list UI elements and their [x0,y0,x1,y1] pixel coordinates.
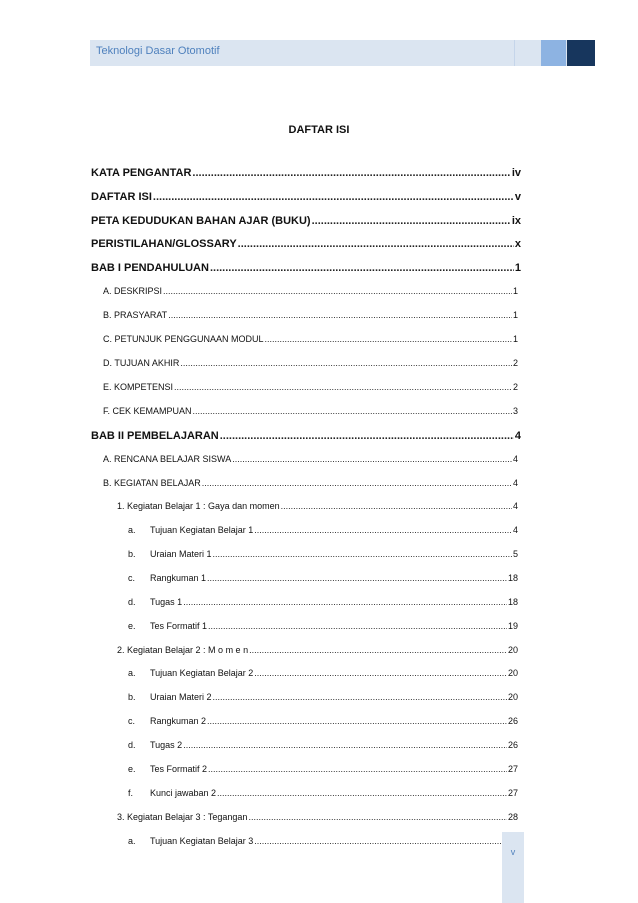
toc-entry-letter: d. [128,597,136,607]
toc-entry-page: 26 [507,716,518,726]
toc-entry-label [128,668,253,678]
toc-entry [91,215,521,227]
toc-entry-text: Tugas 1 [150,597,183,607]
toc-entry-label: B. PRASYARAT [103,310,168,320]
toc-entry-label [128,716,206,726]
toc-entry-page: 1 [514,262,521,274]
toc-entry-label: DAFTAR ISI [91,191,152,203]
toc-dot-leader [217,788,507,798]
toc-entry-letter: c. [128,573,136,583]
toc-dot-leader [192,167,510,179]
toc-entry-page: 3 [512,406,518,416]
toc-entry-letter: a. [128,525,136,535]
toc-dot-leader [202,478,512,488]
toc-entry-label [128,573,206,583]
toc-entry-page: v [514,191,521,203]
footer-bar [502,832,524,903]
toc-entry [128,668,518,678]
toc-entry-label: C. PETUNJUK PENGGUNAAN MODUL [103,334,264,344]
toc-entry-label: 1. Kegiatan Belajar 1 : Gaya dan momen [117,501,280,511]
toc-entry-text: Tugas 2 [150,740,183,750]
toc-dot-leader [180,358,512,368]
toc-entry [128,525,518,535]
toc-entry-text: Kunci jawaban 2 [150,788,217,798]
toc-dot-leader [248,812,507,822]
toc-entry-label: F. CEK KEMAMPUAN [103,406,192,416]
toc-entry-page: 1 [512,286,518,296]
toc-entry-page: 28 [507,812,518,822]
toc-dot-leader [193,406,512,416]
toc-entry [91,430,521,442]
toc-entry-page: 19 [507,621,518,631]
toc-entry-label: 2. Kegiatan Belajar 2 : M o m e n [117,645,249,655]
header-title: Teknologi Dasar Otomotif [96,45,220,57]
toc-dot-leader [153,191,514,203]
toc-entry-label: PETA KEDUDUKAN BAHAN AJAR (BUKU) [91,215,311,227]
toc-entry-label: E. KOMPETENSI [103,382,174,392]
toc-dot-leader [168,310,512,320]
toc-entry-letter: b. [128,692,136,702]
toc-entry-letter: e. [128,764,136,774]
toc-entry-page: 27 [507,788,518,798]
toc-entry-label [128,836,253,846]
toc-entry [91,262,521,274]
toc-entry-label [128,525,253,535]
toc-entry-label: 3. Kegiatan Belajar 3 : Tegangan [117,812,248,822]
toc-entry-label [128,740,182,750]
toc-dot-leader [220,430,514,442]
toc-entry-text: Tes Formatif 2 [150,764,208,774]
toc-dot-leader [207,716,507,726]
toc-entry [103,358,518,368]
toc-entry-text: Tujuan Kegiatan Belajar 2 [150,668,254,678]
toc-entry-text: Tes Formatif 1 [150,621,208,631]
toc-entry [128,549,518,559]
toc-entry-page: 4 [512,454,518,464]
page-number: v [510,847,516,857]
toc-entry-letter: f. [128,788,134,798]
toc-entry-label [128,788,216,798]
toc-entry-page: 2 [512,382,518,392]
toc-entry-page: 26 [507,740,518,750]
toc-entry-letter: e. [128,621,136,631]
toc-entry-label: D. TUJUAN AKHIR [103,358,180,368]
toc-entry [103,454,518,464]
toc-entry [103,382,518,392]
toc-dot-leader [207,573,507,583]
toc-entry-page: 4 [512,501,518,511]
toc-entry-label: BAB II PEMBELAJARAN [91,430,219,442]
toc-entry-page: 4 [512,525,518,535]
toc-entry [128,740,518,750]
toc-entry-page: 2 [512,358,518,368]
toc-entry [103,478,518,488]
toc-dot-leader [210,262,514,274]
toc-dot-leader [208,764,507,774]
toc-entry [91,191,521,203]
toc-dot-leader [249,645,507,655]
toc-entry-label [128,549,212,559]
toc-dot-leader [174,382,512,392]
toc-entry-label [128,692,212,702]
toc-entry-text: Uraian Materi 1 [150,549,212,559]
toc-entry-page: 4 [512,478,518,488]
toc-dot-leader [213,692,507,702]
toc-entry [103,286,518,296]
toc-dot-leader [163,286,512,296]
toc-dot-leader [312,215,511,227]
toc-dot-leader [265,334,512,344]
toc-entry-page: 20 [507,645,518,655]
toc-dot-leader [254,836,507,846]
toc-entry [117,645,518,655]
toc-dot-leader [238,238,514,250]
toc-entry [103,334,518,344]
toc-dot-leader [183,740,507,750]
toc-entry [128,573,518,583]
toc-dot-leader [254,525,512,535]
toc-entry-text: Tujuan Kegiatan Belajar 1 [150,525,254,535]
toc-dot-leader [232,454,512,464]
toc-entry [128,764,518,774]
toc-entry [128,788,518,798]
toc-entry-page: iv [511,167,521,179]
toc-entry-page: x [514,238,521,250]
toc-dot-leader [281,501,512,511]
toc-entry-text: Uraian Materi 2 [150,692,212,702]
toc-entry-page: 27 [507,764,518,774]
toc-entry-label [128,621,207,631]
toc-entry-text: Rangkuman 2 [150,716,207,726]
toc-entry-letter: a. [128,668,136,678]
toc-entry [128,836,518,846]
toc-entry [128,692,518,702]
toc-entry-letter: d. [128,740,136,750]
toc-dot-leader [183,597,507,607]
page-title: DAFTAR ISI [288,124,350,136]
toc-entry-label: A. RENCANA BELAJAR SISWA [103,454,232,464]
toc-entry-label [128,597,182,607]
toc-entry [91,238,521,250]
toc-entry-page: 5 [512,549,518,559]
toc-entry-page: 20 [507,668,518,678]
toc-entry-letter: c. [128,716,136,726]
toc-entry-page: 1 [512,310,518,320]
toc-entry [91,167,521,179]
toc-entry-text: Rangkuman 1 [150,573,207,583]
toc-entry [117,812,518,822]
toc-entry-label: B. KEGIATAN BELAJAR [103,478,201,488]
toc-entry-page: ix [511,215,521,227]
toc-dot-leader [254,668,507,678]
toc-entry-letter: a. [128,836,136,846]
toc-entry [128,597,518,607]
toc-entry-page: 4 [514,430,521,442]
toc-entry-label: KATA PENGANTAR [91,167,192,179]
toc-dot-leader [208,621,507,631]
toc-entry-text: Tujuan Kegiatan Belajar 3 [150,836,254,846]
toc-entry-label: A. DESKRIPSI [103,286,163,296]
toc-dot-leader [213,549,512,559]
toc-entry-label [128,764,207,774]
toc-entry-page: 1 [512,334,518,344]
toc-entry-letter: b. [128,549,136,559]
toc-entry [128,716,518,726]
toc-entry [103,406,518,416]
toc-entry [128,621,518,631]
toc-entry [103,310,518,320]
toc-entry-page: 20 [507,692,518,702]
toc-entry-label: BAB I PENDAHULUAN [91,262,209,274]
toc-entry-label: PERISTILAHAN/GLOSSARY [91,238,237,250]
toc-entry [117,501,518,511]
toc-entry-page: 18 [507,597,518,607]
toc-entry-page: 18 [507,573,518,583]
